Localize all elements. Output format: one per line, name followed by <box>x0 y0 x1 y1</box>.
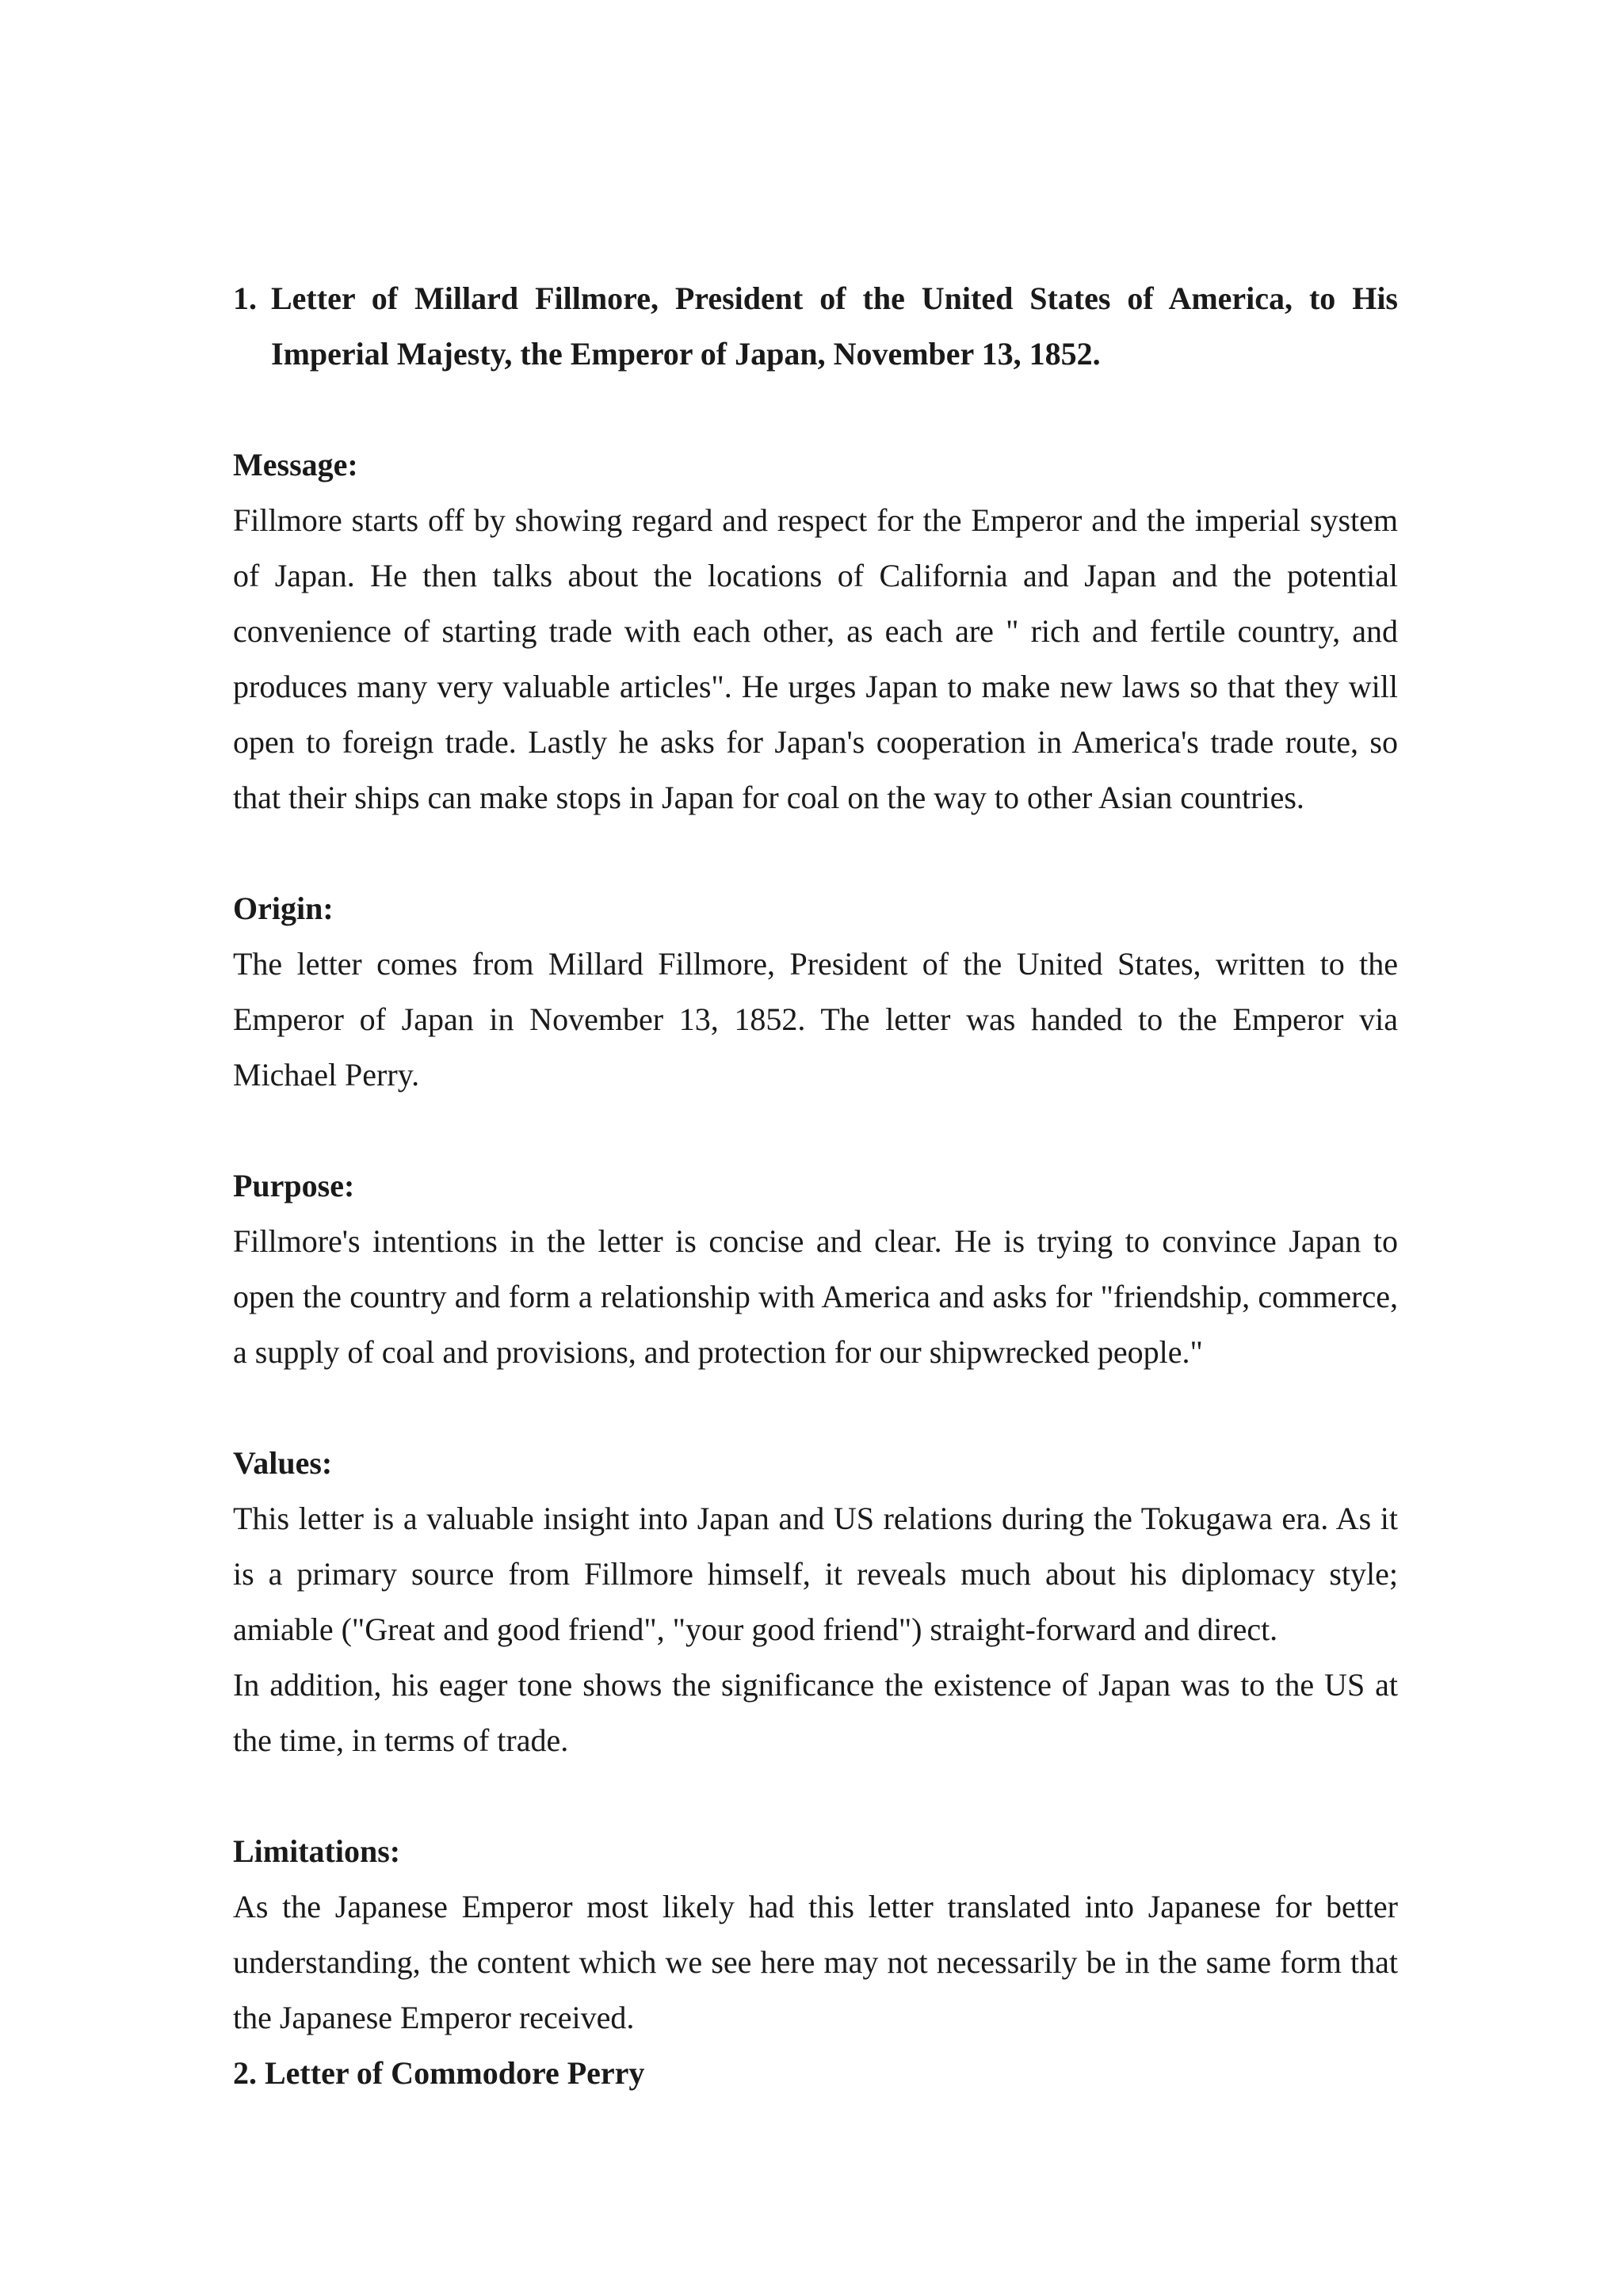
document-page <box>233 271 1398 2101</box>
origin-paragraph: The letter comes from Millard Fillmore, President of the United States, written to the Emperor of Japan in November 13, 1852. The letter was handed to the Emperor via Michael Perry. <box>233 946 1398 1093</box>
section-label-message: Message: <box>233 447 358 482</box>
heading-number: 1. <box>233 280 257 316</box>
section-message <box>233 437 1398 826</box>
section-values <box>233 1436 1398 1768</box>
section-origin <box>233 881 1398 1103</box>
values-paragraph-1: This letter is a valuable insight into Japan and US relations during the Tokugawa era. As it is a primary source from Fillmore himself, it reveals much about his diplomacy style; amiable ("Great and good friend", "your good friend") straight-forward and direct. <box>233 1501 1398 1647</box>
heading-text: Letter of Millard Fillmore, President of the United States of America, to His Imperial Majesty, the Emperor of Japan, November 13, 1852. <box>271 280 1398 372</box>
section-label-origin: Origin: <box>233 891 334 926</box>
values-paragraph-2: In addition, his eager tone shows the significance the existence of Japan was to the US at the time, in terms of trade. <box>233 1667 1398 1758</box>
section-label-values: Values: <box>233 1445 333 1481</box>
heading-letter-perry: 2. Letter of Commodore Perry <box>233 2055 645 2091</box>
section-label-purpose: Purpose: <box>233 1168 355 1203</box>
section-label-limitations: Limitations: <box>233 1833 401 1869</box>
heading-letter-fillmore <box>233 271 1398 382</box>
message-paragraph: Fillmore starts off by showing regard and respect for the Emperor and the imperial system of Japan. He then talks about the locations of California and Japan and the potential convenience of starting trade with each other, as each are " rich and fertile country, and produces many very valuable articles". He urges Japan to make new laws so that they will open to foreign trade. Lastly he asks for Japan's cooperation in America's trade route, so that their ships can make stops in Japan for coal on the way to other Asian countries. <box>233 502 1398 815</box>
purpose-paragraph: Fillmore's intentions in the letter is concise and clear. He is trying to convince Japan to open the country and form a relationship with America and asks for "friendship, commerce, a supply of coal and provisions, and protection for our shipwrecked people." <box>233 1223 1398 1370</box>
limitations-paragraph: As the Japanese Emperor most likely had this letter translated into Japanese for better understanding, the content which we see here may not necessarily be in the same form that the Japanese Emperor received. <box>233 1889 1398 2035</box>
section-limitations <box>233 1824 1398 2046</box>
section-purpose <box>233 1158 1398 1380</box>
